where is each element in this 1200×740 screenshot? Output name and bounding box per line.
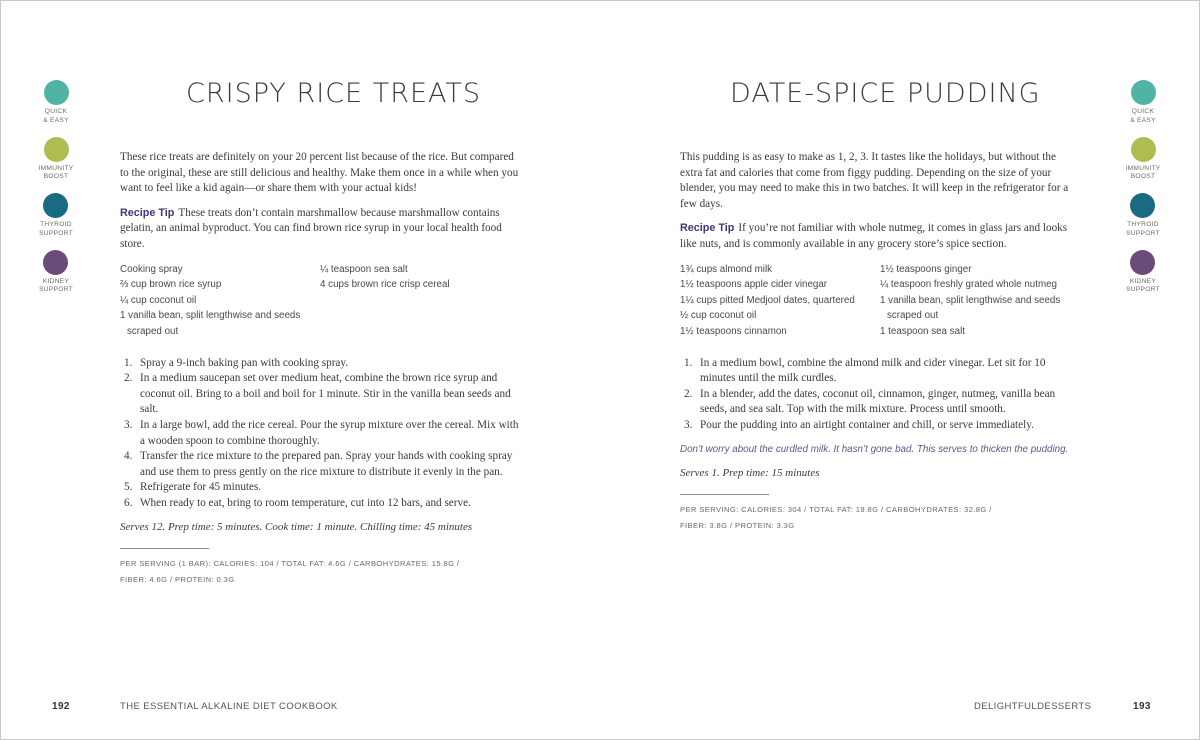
quick-easy-dot-icon [44,80,69,105]
ingredients [680,262,1080,340]
step-item: 3. In a large bowl, add the rice cereal. Pour the syrup mixture over the cereal. Mix with a wooden spoon to combine thoroughly. [124,418,519,447]
thyroid-support-dot-icon [43,193,68,218]
ingredient-item: 1½ teaspoons cinnamon [680,325,787,337]
ingredient-item: 1¾ cups almond milk [680,263,773,275]
recipe-tip [680,221,1080,252]
ingredients-column-1 [120,262,320,340]
page-number-right: 193 [1133,701,1151,712]
step-item: 2. In a medium saucepan set over medium heat, combine the brown rice syrup and coconut oil. Bring to a boil and boil for 1 minute. Stir in the vanilla bean seeds and salt. [124,372,511,416]
ingredient-item: 1½ teaspoons apple cider vinegar [680,279,828,291]
badge-label: THYROID SUPPORT [1126,221,1160,237]
recipe-tip-text: These treats don’t contain marshmallow because marshmallow contains gelatin, an animal byproduct. You can find brown rice syrup in your local health food store. [120,206,502,250]
badge-thyroid-support [39,193,73,249]
ingredient-item: Cooking spray [120,263,183,275]
steps-list [680,356,1080,434]
ingredient-item: 1 teaspoon sea salt [880,325,965,337]
ingredients-column-2 [320,262,520,340]
recipe-tip [120,206,520,253]
quick-easy-dot-icon [1131,80,1156,105]
badge-immunity-boost [1126,137,1161,193]
badge-quick-easy [1130,80,1156,136]
badge-label: QUICK & EASY [43,108,69,124]
recipe-note: Don’t worry about the curdled milk. It hasn’t gone bad. This serves to thicken the pudding. [680,443,1069,455]
ingredient-item: 1½ teaspoons ginger [880,263,972,275]
ingredient-item: 1 vanilla bean, split lengthwise and seeds scraped out [120,310,301,337]
serves-line: Serves 12. Prep time: 5 minutes. Cook time: 1 minute. Chilling time: 45 minutes [120,521,473,534]
badge-label: THYROID SUPPORT [39,221,73,237]
running-head-left: THE ESSENTIAL ALKALINE DIET COOKBOOK [120,701,338,712]
steps-list [120,356,520,512]
step-item: 6. When ready to eat, bring to room temperature, cut into 12 bars, and serve. [124,496,471,509]
badge-immunity-boost [39,137,74,193]
badge-column-right [1113,80,1173,306]
immunity-boost-dot-icon [1131,137,1156,162]
kidney-support-dot-icon [43,250,68,275]
recipe-title: DATE-SPICE PUDDING [730,78,1041,109]
badge-column-left [26,80,86,306]
ingredients [120,262,520,340]
recipe-tip-label: Recipe Tip [680,222,735,235]
nutrition-line: PER SERVING (1 BAR): CALORIES: 104 / TOTAL FAT: 4.6G / CARBOHYDRATES: 15.8G / [120,559,460,569]
recipe-tip-label: Recipe Tip [120,206,175,219]
ingredient-item: ¼ teaspoon sea salt [320,263,408,275]
ingredient-item: 4 cups brown rice crisp cereal [320,279,450,291]
serves-line: Serves 1. Prep time: 15 minutes [680,467,820,480]
badge-label: QUICK & EASY [1130,108,1156,124]
recipe-intro: These rice treats are definitely on your 20 percent list because of the rice. But compared to the original, these are still delicious and healthy. Make them once in a while when you want to feel like a kid again—or share them with your actual kids! [120,151,519,195]
step-item: 5. Refrigerate for 45 minutes. [124,481,262,494]
divider-rule [680,494,769,495]
badge-label: KIDNEY SUPPORT [39,277,73,294]
divider-rule [120,548,209,549]
step-item: 1. In a medium bowl, combine the almond milk and cider vinegar. Let sit for 10 minutes until the milk curdles. [684,356,1046,385]
recipe-body [680,150,1080,534]
nutrition-info [120,556,520,588]
nutrition-info [680,502,1080,534]
ingredients-column-2 [880,262,1080,340]
recipe-title: CRISPY RICE TREATS [186,78,482,109]
thyroid-support-dot-icon [1130,193,1155,218]
recipe-tip-text: If you’re not familiar with whole nutmeg, it comes in glass jars and looks like nuts, and is commonly available in any grocery store’s spice section. [680,222,1068,250]
ingredient-item: 1 vanilla bean, split lengthwise and seeds scraped out [880,294,1061,322]
ingredient-item: ¼ cup coconut oil [120,294,197,306]
step-item: 3. Pour the pudding into an airtight container and chill, or serve immediately. [684,418,1034,431]
badge-label: KIDNEY SUPPORT [1126,277,1160,294]
ingredient-item: 1¼ cups pitted Medjool dates, quartered [680,294,855,306]
ingredient-item: ⅔ cup brown rice syrup [120,279,222,291]
step-item: 2. In a blender, add the dates, coconut oil, cinnamon, ginger, nutmeg, vanilla bean seeds, and sea salt. Top with the milk mixture. Process until smooth. [684,387,1056,416]
badge-kidney-support [1126,250,1160,306]
recipe-intro: This pudding is as easy to make as 1, 2, 3. It tastes like the holidays, but without the extra fat and calories that come from figgy pudding. Depending on the size of your blender, you may need to make this in two batches. It will keep in the refrigerator for a few days. [680,151,1069,210]
nutrition-line: FIBER: 3.8G / PROTEIN: 3.3G [680,520,795,530]
nutrition-line: FIBER: 4.6G / PROTEIN: 0.3G [120,575,235,585]
ingredients-column-1 [680,262,880,340]
step-item: 1. Spray a 9-inch baking pan with cooking spray. [124,356,349,369]
immunity-boost-dot-icon [44,137,69,162]
ingredient-item: ½ cup coconut oil [680,310,757,322]
page-number-left: 192 [52,701,70,712]
badge-quick-easy [43,80,69,136]
ingredient-item: ¼ teaspoon freshly grated whole nutmeg [880,279,1057,291]
badge-label: IMMUNITY BOOST [1125,164,1161,181]
badge-thyroid-support [1126,193,1160,249]
badge-label: IMMUNITY BOOST [38,164,74,181]
kidney-support-dot-icon [1130,250,1155,275]
running-head-right: DELIGHTFULDESSERTS [974,701,1092,712]
badge-kidney-support [39,250,73,306]
nutrition-line: PER SERVING: CALORIES: 304 / TOTAL FAT: 19.8G / CARBOHYDRATES: 32.8G / [680,504,992,514]
recipe-body [120,150,520,588]
step-item: 4. Transfer the rice mixture to the prepared pan. Spray your hands with cooking spray and use them to press gently on the rice mixture to distribute it evenly in the pan. [124,450,513,478]
